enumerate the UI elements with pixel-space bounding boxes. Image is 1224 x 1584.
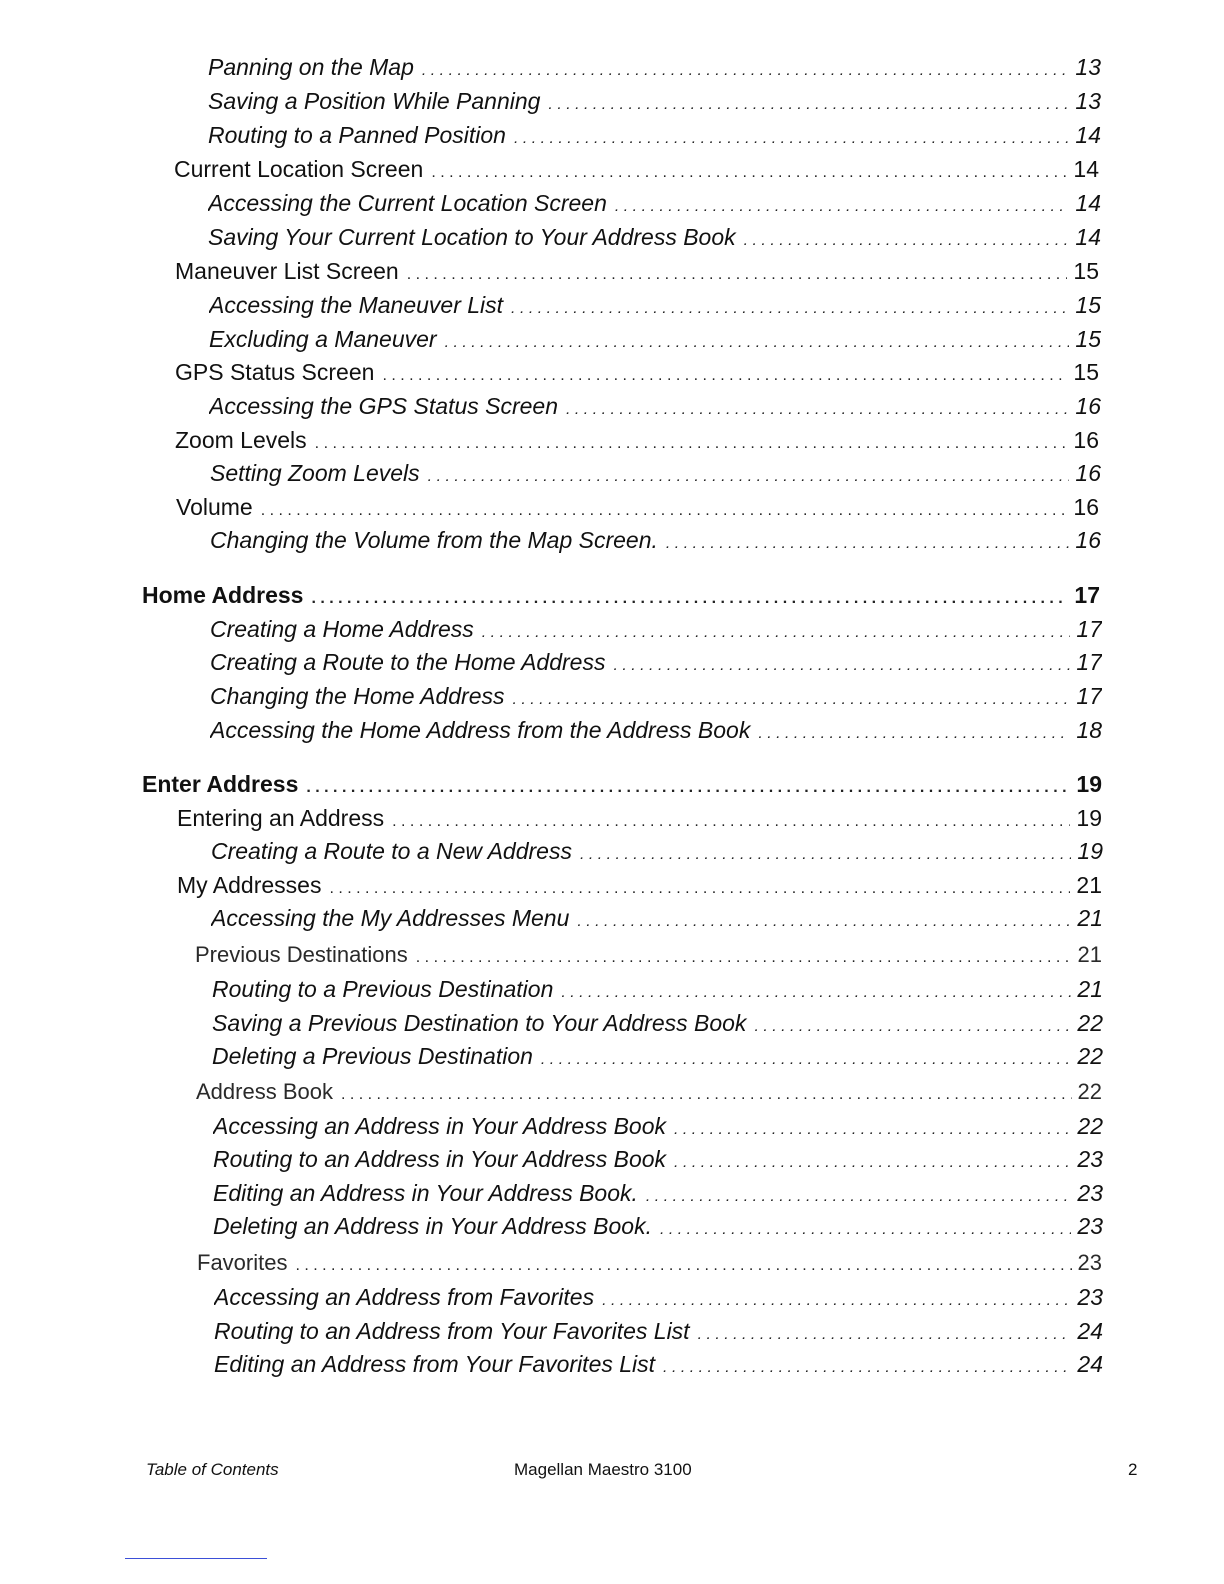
toc-entry[interactable] (214, 1347, 1103, 1381)
footer-product-name: Magellan Maestro 3100 (514, 1460, 692, 1479)
toc-entry[interactable] (208, 220, 1101, 254)
dot-leader (744, 224, 1070, 254)
toc-entry-page: 17 (1076, 616, 1102, 642)
toc-entry[interactable] (210, 612, 1102, 646)
dot-leader (306, 771, 1070, 801)
toc-entry[interactable] (210, 679, 1102, 713)
toc-entry-page: 14 (1075, 122, 1101, 148)
toc-entry[interactable] (212, 1039, 1103, 1073)
toc-entry-title: Entering an Address (177, 805, 385, 831)
toc-entry-page: 14 (1075, 190, 1101, 216)
toc-entry-title: Creating a Route to a New Address (211, 838, 572, 864)
toc-entry[interactable] (210, 713, 1102, 747)
dot-leader (660, 1213, 1071, 1243)
toc-entry[interactable] (210, 456, 1101, 490)
toc-entry-page: 24 (1077, 1318, 1103, 1344)
toc-entry-title: Panning on the Map (208, 54, 414, 80)
toc-entry[interactable] (209, 288, 1101, 322)
toc-entry-page: 16 (1075, 393, 1101, 419)
toc-entry[interactable] (211, 901, 1103, 935)
dot-leader (482, 616, 1071, 646)
toc-entry[interactable] (210, 645, 1102, 679)
toc-entry[interactable] (214, 1314, 1103, 1348)
toc-entry-page: 13 (1075, 88, 1101, 114)
toc-entry-title: Changing the Home Address (210, 683, 505, 709)
toc-entry[interactable] (174, 152, 1099, 186)
dot-leader (341, 1078, 1072, 1109)
toc-entry[interactable] (208, 50, 1101, 84)
toc-entry[interactable] (209, 389, 1101, 423)
toc-entry-title: Zoom Levels (175, 427, 307, 453)
toc-entry-title: Routing to an Address from Your Favorites List (214, 1318, 690, 1344)
toc-entry-title: Accessing the Current Location Screen (208, 190, 607, 216)
toc-entry-page: 23 (1077, 1180, 1103, 1206)
toc-entry-page: 22 (1077, 1113, 1103, 1139)
toc-entry-title: Changing the Volume from the Map Screen. (210, 527, 658, 553)
toc-entry-title: Editing an Address in Your Address Book. (213, 1180, 638, 1206)
toc-entry[interactable] (175, 254, 1099, 288)
dot-leader (674, 1113, 1071, 1143)
toc-entry-page: 18 (1076, 717, 1102, 743)
toc-entry-title: Accessing an Address from Favorites (214, 1284, 595, 1310)
toc-entry-page: 15 (1073, 258, 1099, 284)
toc-entry-page: 22 (1077, 1043, 1103, 1069)
dot-leader (511, 292, 1069, 322)
toc-entry-title: Maneuver List Screen (175, 258, 399, 284)
toc-entry[interactable] (175, 355, 1099, 389)
toc-entry-title: My Addresses (177, 872, 322, 898)
toc-entry-title: Editing an Address from Your Favorites List (214, 1351, 656, 1377)
toc-entry-title: Routing to an Address in Your Address Book (213, 1146, 667, 1172)
dot-leader (382, 359, 1067, 389)
toc-entry-title: Favorites (197, 1250, 288, 1275)
toc-entry[interactable] (212, 1006, 1103, 1040)
toc-entry-page: 23 (1077, 1213, 1103, 1239)
toc-entry-page: 22 (1077, 1079, 1102, 1104)
dot-leader (548, 88, 1069, 118)
toc-entry[interactable] (213, 1142, 1103, 1176)
toc-entry-title: Accessing the GPS Status Screen (209, 393, 559, 419)
toc-entry-page: 21 (1076, 872, 1102, 898)
toc-entry[interactable] (213, 1209, 1103, 1243)
toc-entry-page: 16 (1073, 494, 1099, 520)
dot-leader (428, 460, 1070, 490)
dot-leader (580, 838, 1071, 868)
toc-entry[interactable] (177, 801, 1102, 835)
toc-entry-title: Saving Your Current Location to Your Address Book (208, 224, 736, 250)
dot-leader (329, 872, 1070, 902)
dot-leader (646, 1180, 1072, 1210)
dot-leader (392, 805, 1070, 835)
dot-leader (311, 582, 1068, 612)
dot-leader (663, 1351, 1071, 1381)
toc-entry-page: 15 (1073, 359, 1099, 385)
toc-entry[interactable] (210, 523, 1101, 557)
toc-entry[interactable] (214, 1280, 1103, 1314)
toc-entry-page: 19 (1077, 838, 1103, 864)
toc-entry-title: Current Location Screen (174, 156, 424, 182)
toc-entry-page: 14 (1075, 224, 1101, 250)
dot-leader (445, 326, 1070, 356)
dot-leader (754, 1010, 1071, 1040)
toc-chapter-title: Home Address (142, 582, 304, 608)
toc-entry[interactable] (213, 1109, 1103, 1143)
toc-entry-page: 23 (1077, 1146, 1103, 1172)
dot-leader (561, 976, 1071, 1006)
dot-leader (566, 393, 1069, 423)
toc-entry-title: Previous Destinations (195, 942, 408, 967)
toc-entry-title: Address Book (196, 1079, 333, 1104)
footer-section-label: Table of Contents (146, 1460, 279, 1479)
toc-entry-title: Volume (176, 494, 253, 520)
toc-entry-page: 15 (1075, 292, 1101, 318)
toc-entry-page: 21 (1077, 905, 1103, 931)
toc-entry-title: Saving a Position While Panning (208, 88, 541, 114)
toc-entry-title: Creating a Route to the Home Address (210, 649, 606, 675)
toc-entry[interactable] (176, 490, 1099, 524)
dot-leader (261, 494, 1068, 524)
dot-leader (407, 258, 1068, 288)
dot-leader (666, 527, 1070, 557)
dot-leader (514, 122, 1069, 152)
toc-entry-page: 15 (1075, 326, 1101, 352)
toc-entry-page: 17 (1076, 649, 1102, 675)
toc-chapter[interactable] (142, 578, 1100, 612)
toc-entry-title: Deleting a Previous Destination (212, 1043, 533, 1069)
dot-leader (513, 683, 1071, 713)
toc-entry-title: GPS Status Screen (175, 359, 375, 385)
toc-entry-page: 17 (1076, 683, 1102, 709)
link-underline (125, 1558, 267, 1559)
toc-entry[interactable] (208, 84, 1101, 118)
toc-entry-page: 19 (1076, 805, 1102, 831)
toc-entry-title: Setting Zoom Levels (210, 460, 420, 486)
toc-entry[interactable] (213, 1176, 1103, 1210)
toc-entry-page: 22 (1077, 1010, 1103, 1036)
toc-entry-page: 21 (1077, 976, 1103, 1002)
toc-entry-title: Accessing the Maneuver List (209, 292, 504, 318)
dot-leader (422, 54, 1070, 84)
dot-leader (698, 1318, 1072, 1348)
toc-entry-page: 14 (1073, 156, 1099, 182)
dot-leader (315, 427, 1068, 457)
dot-leader (602, 1284, 1071, 1314)
toc-entry-page: 23 (1077, 1284, 1103, 1310)
toc-entry-page: 21 (1077, 942, 1102, 967)
toc-entry[interactable] (212, 972, 1103, 1006)
toc-entry-page: 16 (1075, 527, 1101, 553)
dot-leader (674, 1146, 1071, 1176)
dot-leader (295, 1249, 1071, 1280)
toc-entry-page: 16 (1075, 460, 1101, 486)
dot-leader (613, 649, 1070, 679)
toc-entry-title: Creating a Home Address (210, 616, 474, 642)
toc-entry[interactable] (208, 118, 1101, 152)
dot-leader (416, 941, 1072, 972)
toc-entry[interactable] (175, 423, 1099, 457)
toc-entry-page: 24 (1077, 1351, 1103, 1377)
toc-entry[interactable] (177, 868, 1102, 902)
toc-entry-page: 23 (1077, 1250, 1102, 1275)
dot-leader (541, 1043, 1072, 1073)
toc-entry[interactable] (208, 186, 1101, 220)
toc-entry[interactable] (211, 834, 1103, 868)
toc-entry-title: Accessing the Home Address from the Address Book (210, 717, 751, 743)
toc-entry-title: Excluding a Maneuver (209, 326, 437, 352)
toc-entry-title: Accessing an Address in Your Address Book (213, 1113, 667, 1139)
toc-entry[interactable] (209, 322, 1101, 356)
toc-entry-title: Deleting an Address in Your Address Book. (213, 1213, 652, 1239)
toc-chapter-page: 17 (1074, 582, 1100, 608)
dot-leader (615, 190, 1070, 220)
toc-entry-title: Saving a Previous Destination to Your Address Book (212, 1010, 747, 1036)
dot-leader (431, 156, 1067, 186)
toc-entry-title: Accessing the My Addresses Menu (211, 905, 570, 931)
footer-page-number: 2 (1128, 1460, 1138, 1479)
dot-leader (577, 905, 1071, 935)
toc-entry-page: 16 (1073, 427, 1099, 453)
toc-entry[interactable] (197, 1246, 1102, 1280)
toc-entry[interactable] (196, 1075, 1102, 1109)
toc-chapter-page: 19 (1076, 771, 1102, 797)
toc-chapter[interactable] (142, 767, 1102, 801)
toc-entry-title: Routing to a Panned Position (208, 122, 506, 148)
toc-entry[interactable] (195, 938, 1102, 972)
toc-chapter-title: Enter Address (142, 771, 299, 797)
toc-entry-page: 13 (1075, 54, 1101, 80)
dot-leader (758, 717, 1070, 747)
toc-entry-title: Routing to a Previous Destination (212, 976, 554, 1002)
